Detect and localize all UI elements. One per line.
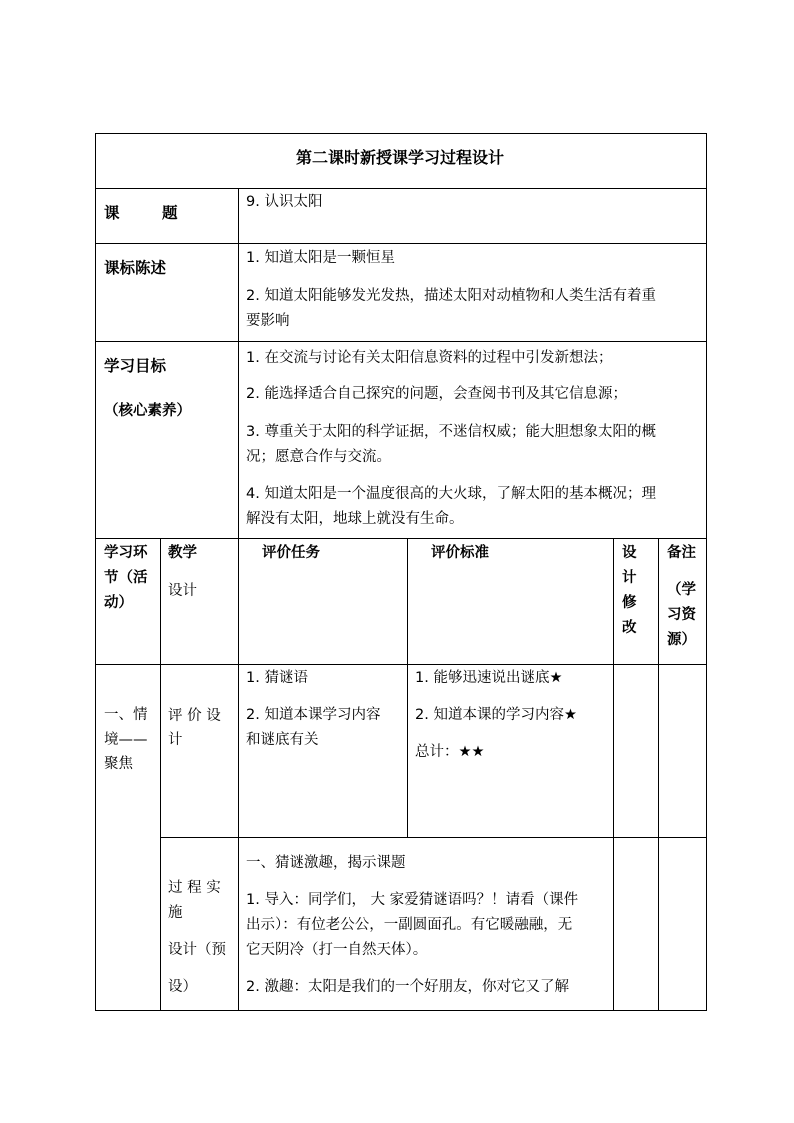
header-stage-1: 学习环 xyxy=(104,545,148,561)
goal-item-4: 4. 知道太阳是一个温度很高的大火球，了解太阳的基本概况；理 xyxy=(246,486,656,502)
header-eval-task: 评价任务 xyxy=(262,545,320,561)
goal-item-4-cont: 解没有太阳，地球上就没有生命。 xyxy=(246,511,464,527)
header-revise-3: 修 xyxy=(622,595,637,611)
process-line-5: 2. 激趣：太阳是我们的一个好朋友，你对它又了解 xyxy=(246,979,569,995)
header-notes-2: （学 xyxy=(667,582,696,598)
header-revise-1: 设 xyxy=(622,545,637,561)
criteria-1: 1. 能够迅速说出谜底★ xyxy=(415,670,563,686)
goal-item-1: 1. 在交流与讨论有关太阳信息资料的过程中引发新想法； xyxy=(246,350,613,366)
stage-1-line-2: 境—— xyxy=(104,732,148,748)
topic-label-a: 课 xyxy=(104,204,120,222)
task-1: 1. 猜谜语 xyxy=(246,670,308,686)
criteria-2: 2. 知道本课的学习内容★ xyxy=(415,707,577,723)
standard-item-2: 2. 知道太阳能够发光发热，描述太阳对动植物和人类生活有着重 xyxy=(246,288,656,304)
header-design-1: 教学 xyxy=(168,545,197,561)
process-label-4: 设） xyxy=(168,979,197,995)
header-notes-4: 源） xyxy=(667,632,696,648)
goal-item-3: 3. 尊重关于太阳的科学证据，不迷信权威；能大胆想象太阳的概 xyxy=(246,424,656,440)
process-line-4: 它天阴冷（打一自然天体）。 xyxy=(246,942,428,958)
criteria-total: 总计：★★ xyxy=(415,744,485,760)
header-revise-4: 改 xyxy=(622,620,637,636)
goals-sublabel: （核心素养） xyxy=(104,403,191,419)
header-design-2: 设计 xyxy=(168,583,197,599)
topic-label-b: 题 xyxy=(162,204,178,222)
standard-item-2-cont: 要影响 xyxy=(246,313,290,329)
process-line-1: 一、猜谜激趣，揭示课题 xyxy=(246,855,406,871)
process-label-2: 施 xyxy=(168,905,183,921)
header-eval-criteria: 评价标准 xyxy=(431,545,489,561)
process-label-3: 设计（预 xyxy=(168,942,226,958)
topic-value: 9. 认识太阳 xyxy=(246,194,323,210)
standard-label: 课标陈述 xyxy=(104,259,167,277)
eval-design-line-2: 计 xyxy=(168,732,183,748)
header-revise-2: 计 xyxy=(622,570,637,586)
goal-item-2: 2. 能选择适合自己探究的问题，会查阅书刊及其它信息源； xyxy=(246,386,627,402)
process-line-2: 1. 导入：同学们， 大 家爱猜谜语吗？！请看（课件 xyxy=(246,892,579,908)
header-stage-2: 节（活 xyxy=(104,570,148,586)
process-line-3: 出示）：有位老公公，一副圆面孔。有它暖融融，无 xyxy=(246,917,573,933)
goal-item-3-cont: 况；愿意合作与交流。 xyxy=(246,449,391,465)
task-2: 2. 知道本课学习内容 xyxy=(246,707,381,723)
eval-design-line-1: 评 价 设 xyxy=(168,708,221,724)
page-title: 第二课时新授课学习过程设计 xyxy=(295,148,504,167)
process-label-1: 过 程 实 xyxy=(168,880,221,896)
stage-1-line-3: 聚焦 xyxy=(104,756,133,772)
standard-item-1: 1. 知道太阳是一颗恒星 xyxy=(246,250,395,266)
goals-label: 学习目标 xyxy=(104,357,167,375)
header-notes-1: 备注 xyxy=(667,545,696,561)
stage-1-line-1: 一、情 xyxy=(104,707,148,723)
header-notes-3: 习资 xyxy=(667,607,696,623)
task-2-cont: 和谜底有关 xyxy=(246,732,319,748)
header-stage-3: 动） xyxy=(104,595,133,611)
